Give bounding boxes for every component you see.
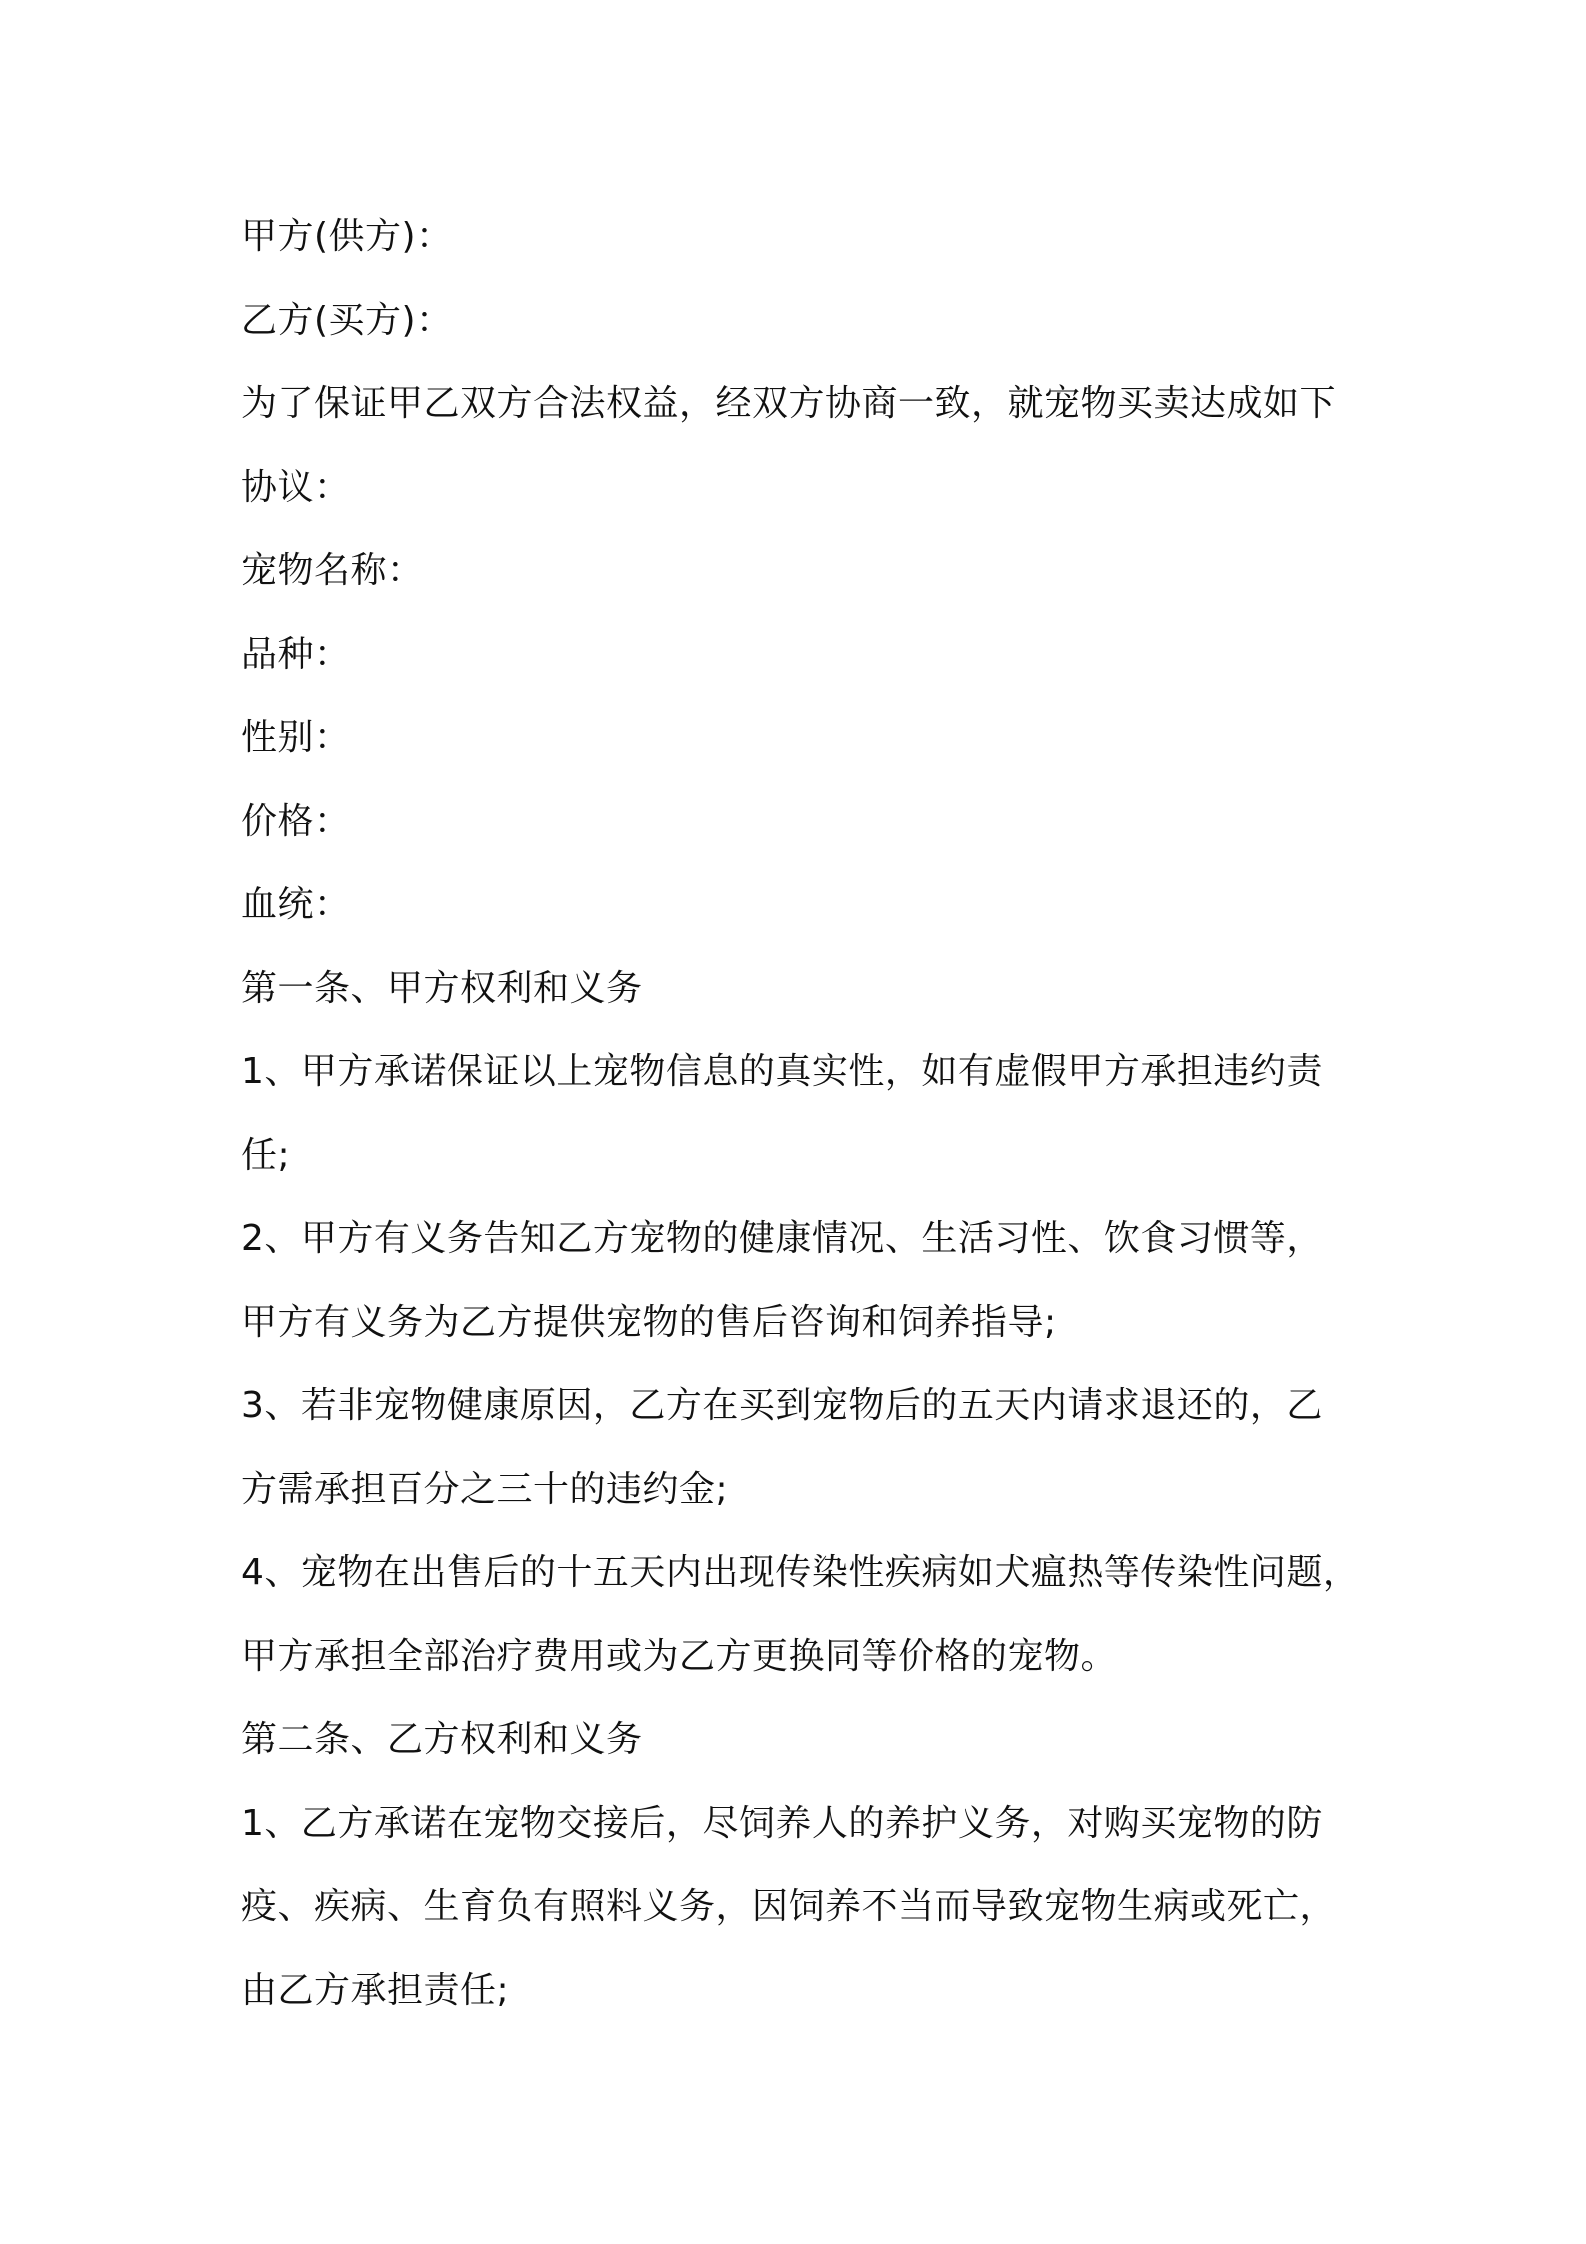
party-a-line: 甲方(供方)： — [241, 216, 453, 257]
article-1-clause-3-line-1: 3、若非宠物健康原因，乙方在买到宠物后的五天内请求退还的，乙 — [241, 1385, 1323, 1426]
article-1-clause-4-line-2: 甲方承担全部治疗费用或为乙方更换同等价格的宠物。 — [241, 1635, 1118, 1677]
article-1-heading: 第一条、甲方权利和义务 — [241, 967, 643, 1009]
article-2-clause-1-line-2: 疫、疾病、生育负有照料义务，因饲养不当而导致宠物生病或死亡， — [241, 1886, 1337, 1927]
article-1-clause-1-line-1: 1、甲方承诺保证以上宠物信息的真实性，如有虚假甲方承担违约责 — [241, 1051, 1323, 1092]
article-2-clause-1-line-3: 由乙方承担责任; — [241, 1969, 510, 2011]
price-field: 价格： — [241, 800, 351, 842]
article-1-clause-4-line-1: 4、宠物在出售后的十五天内出现传染性疾病如犬瘟热等传染性问题， — [241, 1552, 1360, 1593]
article-1-clause-2-line-2: 甲方有义务为乙方提供宠物的售后咨询和饲养指导; — [241, 1301, 1057, 1343]
article-2-clause-1-line-1: 1、乙方承诺在宠物交接后，尽饲养人的养护义务，对购买宠物的防 — [241, 1802, 1323, 1844]
article-1-clause-3-line-2: 方需承担百分之三十的违约金; — [241, 1468, 729, 1510]
article-1-clause-2-line-1: 2、甲方有义务告知乙方宠物的健康情况、生活习性、饮食习惯等， — [241, 1218, 1323, 1259]
gender-field: 性别： — [241, 717, 351, 758]
document-body — [241, 195, 1366, 2032]
pedigree-field: 血统： — [241, 884, 351, 925]
preamble-line-2: 协议： — [241, 466, 351, 508]
party-b-line: 乙方(买方)： — [241, 299, 453, 341]
article-2-heading: 第二条、乙方权利和义务 — [241, 1719, 643, 1760]
article-1-clause-1-line-2: 任; — [241, 1134, 291, 1176]
breed-field: 品种： — [241, 633, 351, 675]
pet-name-field: 宠物名称： — [241, 550, 424, 591]
preamble-line-1: 为了保证甲乙双方合法权益，经双方协商一致，就宠物买卖达成如下 — [241, 383, 1337, 424]
